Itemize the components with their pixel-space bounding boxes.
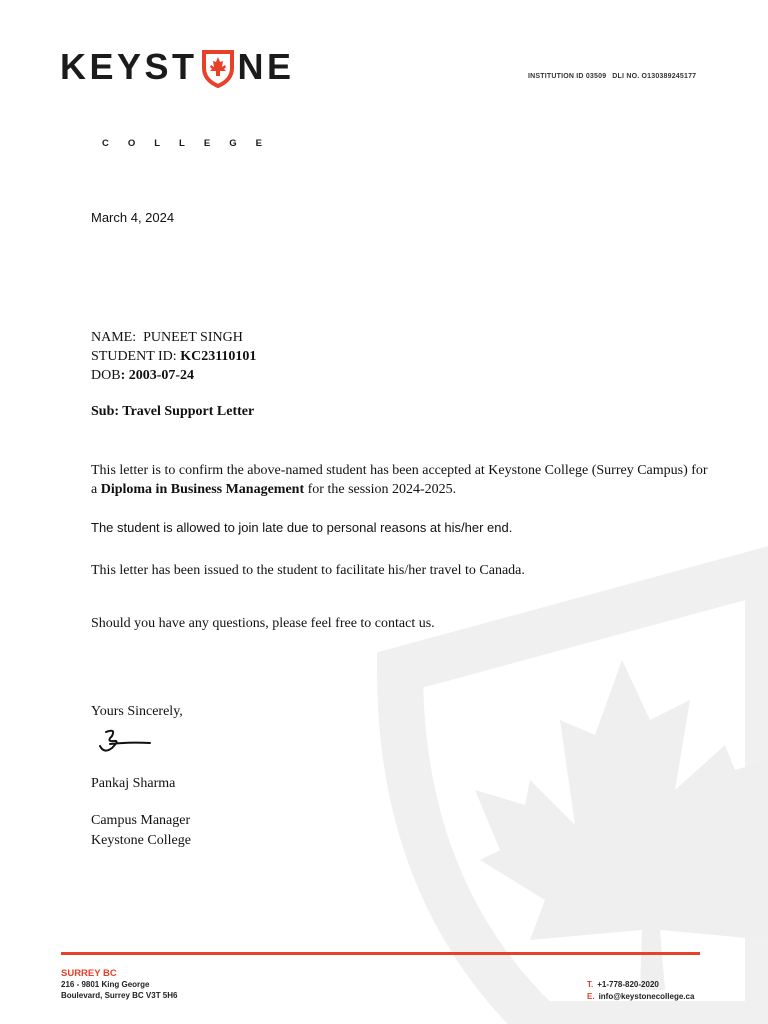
maple-leaf-shield-icon [201, 48, 235, 88]
address-line-2: Boulevard, Surrey BC V3T 5H6 [61, 991, 178, 1000]
phone-number[interactable]: +1-778-820-2020 [597, 980, 659, 989]
dli-number: DLI NO. O130389245177 [612, 73, 697, 80]
logo-subtitle: COLLEGE [102, 138, 281, 149]
name-value: PUNEET SINGH [143, 330, 243, 345]
student-details [91, 328, 256, 385]
phone-line [587, 979, 694, 991]
footer-contact [587, 979, 694, 1003]
student-id-value: KC23110101 [180, 349, 257, 364]
footer-address [61, 968, 177, 1001]
program-name: Diploma in Business Management [100, 482, 305, 497]
letter-subject: Sub: Travel Support Letter [91, 404, 255, 419]
late-join-paragraph: The student is allowed to join late due to personal reasons at his/her end. [91, 520, 513, 535]
p1-part1: This letter is to confirm the above-named student has been accepted at Keystone College (Surrey Campus) for a [91, 463, 708, 497]
dob-label: DOB [91, 368, 121, 383]
travel-paragraph: This letter has been issued to the student to facilitate his/her travel to Canada. [91, 563, 525, 578]
contact-paragraph: Should you have any questions, please feel free to contact us. [91, 616, 435, 631]
p1-part2: for the session 2024-2025. [304, 482, 457, 497]
signer-name: Pankaj Sharma [91, 776, 176, 791]
signer-organization: Keystone College [91, 833, 191, 848]
email-label: E. [587, 992, 595, 1001]
name-line [91, 328, 256, 347]
name-label: NAME: [91, 330, 137, 345]
phone-label: T. [587, 980, 594, 989]
dob-line [91, 366, 256, 385]
signature-image [98, 726, 154, 756]
logo-text-left: KEYST [60, 46, 198, 87]
address-line-1: 216 - 9801 King George [61, 980, 150, 989]
logo-text-right: NE [237, 46, 295, 87]
institution-id: INSTITUTION ID 03509 [528, 73, 607, 80]
institution-ids [528, 73, 702, 80]
letter-date: March 4, 2024 [91, 210, 175, 225]
dob-value: : 2003-07-24 [120, 368, 195, 383]
email-address[interactable]: info@keystonecollege.ca [598, 992, 695, 1001]
closing-salutation: Yours Sincerely, [91, 704, 183, 719]
signer-title: Campus Manager [91, 813, 191, 828]
signer-role [91, 811, 191, 851]
footer-divider [61, 952, 700, 955]
confirmation-paragraph [91, 461, 711, 499]
email-line [587, 991, 694, 1003]
footer-city: SURREY BC [61, 968, 117, 979]
student-id-line [91, 347, 256, 366]
student-id-label: STUDENT ID: [91, 349, 177, 364]
college-logo [60, 44, 300, 149]
